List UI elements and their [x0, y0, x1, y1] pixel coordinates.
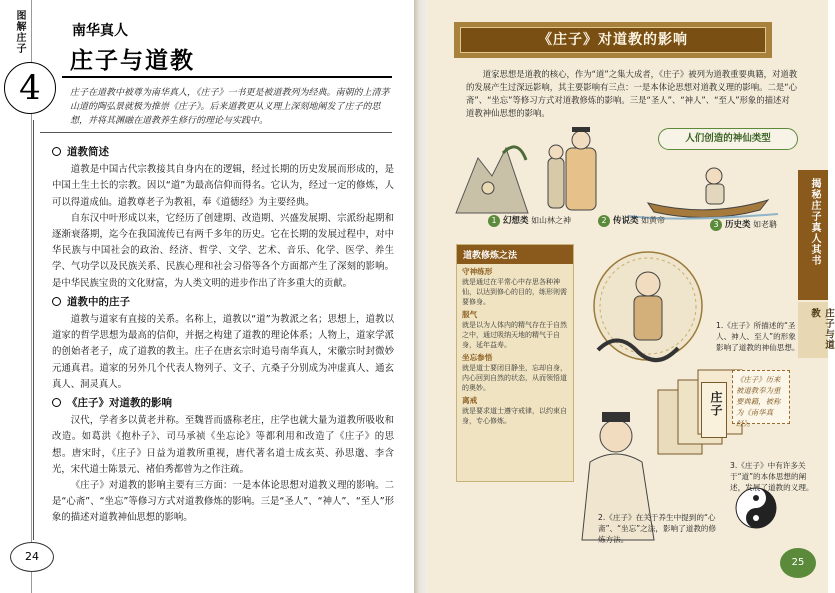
bullet-circle-icon [52, 147, 61, 156]
deity-type-1: 1 幻想类 如山林之神 [488, 214, 571, 227]
bullet-circle-icon [52, 398, 61, 407]
title-banner [454, 22, 772, 58]
cultivation-item: 服气 就是以为人体内的精气存在于自然之中，通过吸纳天地的精气于自身，延年益寿。 [462, 310, 567, 349]
paragraph: 道教是中国古代宗教接其自身内在的逻辑，经过长期的历史发展而形成的，是中国土生土长的宗教。因以“道”为最高信仰而得名。它认为，经过一定的修炼，人可以得道成仙。道教尊老子为教祖，奉《道德经》为主要经典。 [52, 164, 394, 208]
cultivation-panel [456, 244, 574, 482]
paragraph: 道教与道家有直接的关系。名称上，道教以“道”为教派之名；思想上，道教以道家的哲学思想为最高的信仰，并据之构建了道教的理论体系；人物上，道家学派的创始者老子，成了道教的教主。庄子在唐玄宗时追号南华真人，宋徽宗时封微妙元通真君。道家的另外几个代表人物列子、文子、亢桑子分别成为冲虚真人、通玄真人、洞灵真人。 [52, 314, 394, 390]
paragraph: 自东汉中叶形成以来，它经历了创建期、改造期、兴盛发展期、宗派纷起期和逐渐衰落期，迄今在我国流传已有两千多年的历史。它在长期的发展过程中，对中华民族与中国社会的政治、经济、哲学、文学、艺术、音乐、化学、医学、养生学、气功学以及民族关系、民族心理和社会习俗等各个方面都产生了深刻的影响。是中华民族宝贵的文化财富，为人类文明的进步作出了许多重大的贡献。 [52, 212, 394, 289]
deity-types-label: 人们创造的神仙类型 [658, 128, 798, 150]
section-heading: 道教中的庄子 [52, 294, 394, 310]
note-1: 1.《庄子》所描述的“圣人、神人、至人”的形象影响了道教的神仙思想。 [716, 321, 800, 352]
page-number: 25 [780, 548, 816, 578]
rail-label: 图解庄子 [14, 10, 25, 54]
cultivation-item: 离戒 就是要求道士遵守戒律，以约束自身，专心修炼。 [462, 396, 567, 425]
note-3: 3.《庄子》中有许多关于“道”的本体思想的阐述，发展了道教的义理。 [730, 461, 814, 492]
page-subtitle: 南华真人 [72, 23, 128, 39]
paragraph: 汉代，学者多以黄老并称。至魏晋而盛称老庄，庄学也就大量为道教所吸收和改造。如葛洪《抱朴子》、司马承祯《坐忘论》等都利用和改造了《庄子》的思想。唐宋时，《庄子》日益为道教所重视，唐代著名道士成玄英、孙思邈、李含光，宋代道士陈景元、褚伯秀都曾为之作注疏。 [52, 415, 394, 475]
bullet-circle-icon [52, 297, 61, 306]
left-page [0, 0, 414, 593]
intro-rule [40, 132, 392, 133]
deity-scene [448, 118, 784, 230]
book-gutter [414, 0, 428, 593]
chapter-number: 4 [4, 62, 56, 114]
book-note: 《庄子》历来被道教奉为重要典籍，被称为《南华真经》。 [732, 370, 790, 424]
right-page [428, 0, 834, 593]
margin-line [33, 120, 34, 540]
body-text [52, 142, 394, 527]
cultivation-header: 道教修炼之法 [457, 245, 573, 264]
note-2: 2.《庄子》在关于养生中提到的“心斋”、“坐忘”之法，影响了道教的修炼方法。 [598, 513, 717, 544]
cultivation-item: 坐忘参悟 就是道士要闭目静坐，忘却自身，内心回到自然的状态，从而领悟道的奥妙。 [462, 353, 567, 392]
side-tab-chapter: 庄子与道教 [798, 302, 828, 358]
paragraph: 《庄子》对道教的影响主要有三方面：一是本体论思想对道教义理的影响。二是“心斋”、“坐忘”等修习方式对道教修炼的影响。三是“圣人”、“神人”、“至人”形象的描述对道教神仙思想的影响。 [52, 480, 394, 524]
book-cover: 庄子 [701, 382, 727, 438]
title-rule [62, 76, 392, 78]
section-heading: 《庄子》对道教的影响 [52, 395, 394, 411]
page-title: 庄子与道教 [70, 48, 195, 74]
side-tab-book: 揭秘庄子真人其书 [798, 170, 828, 300]
deity-type-3: 3 历史类 如老聃 [710, 218, 777, 231]
page-number: 24 [10, 542, 54, 572]
section-heading: 道教简述 [52, 144, 394, 160]
banner-title: 《庄子》对道教的影响 [460, 27, 766, 53]
cultivation-item: 守神练形 就是通过在平常心中存思各种神仙，以达到修心的目的，练形则需要修身。 [462, 267, 567, 306]
right-intro: 道家思想是道教的核心，作为“道”之集大成者，《庄子》被列为道教重要典籍，对道教的发展产生过深远影响，其主要影响有三点：一是本体论思想对道教义理的影响。二是“心斋”、“坐忘”等修习方式对道教修炼的影响。三是“圣人”、“神人”、“至人”形象的描述对道教神仙思想的影响。 [466, 69, 798, 118]
deity-type-2: 2 传说类 如黄帝 [598, 214, 665, 227]
chapter-intro: 庄子在道教中被尊为南华真人，《庄子》一书更是被道教列为经典。南朝的上清茅山道的陶弘景就极为推崇《庄子》。后来道教更从义理上深刻地阐发了庄子的思想，并将其渊融在道教养生修行的理论与实践中。 [70, 88, 390, 126]
